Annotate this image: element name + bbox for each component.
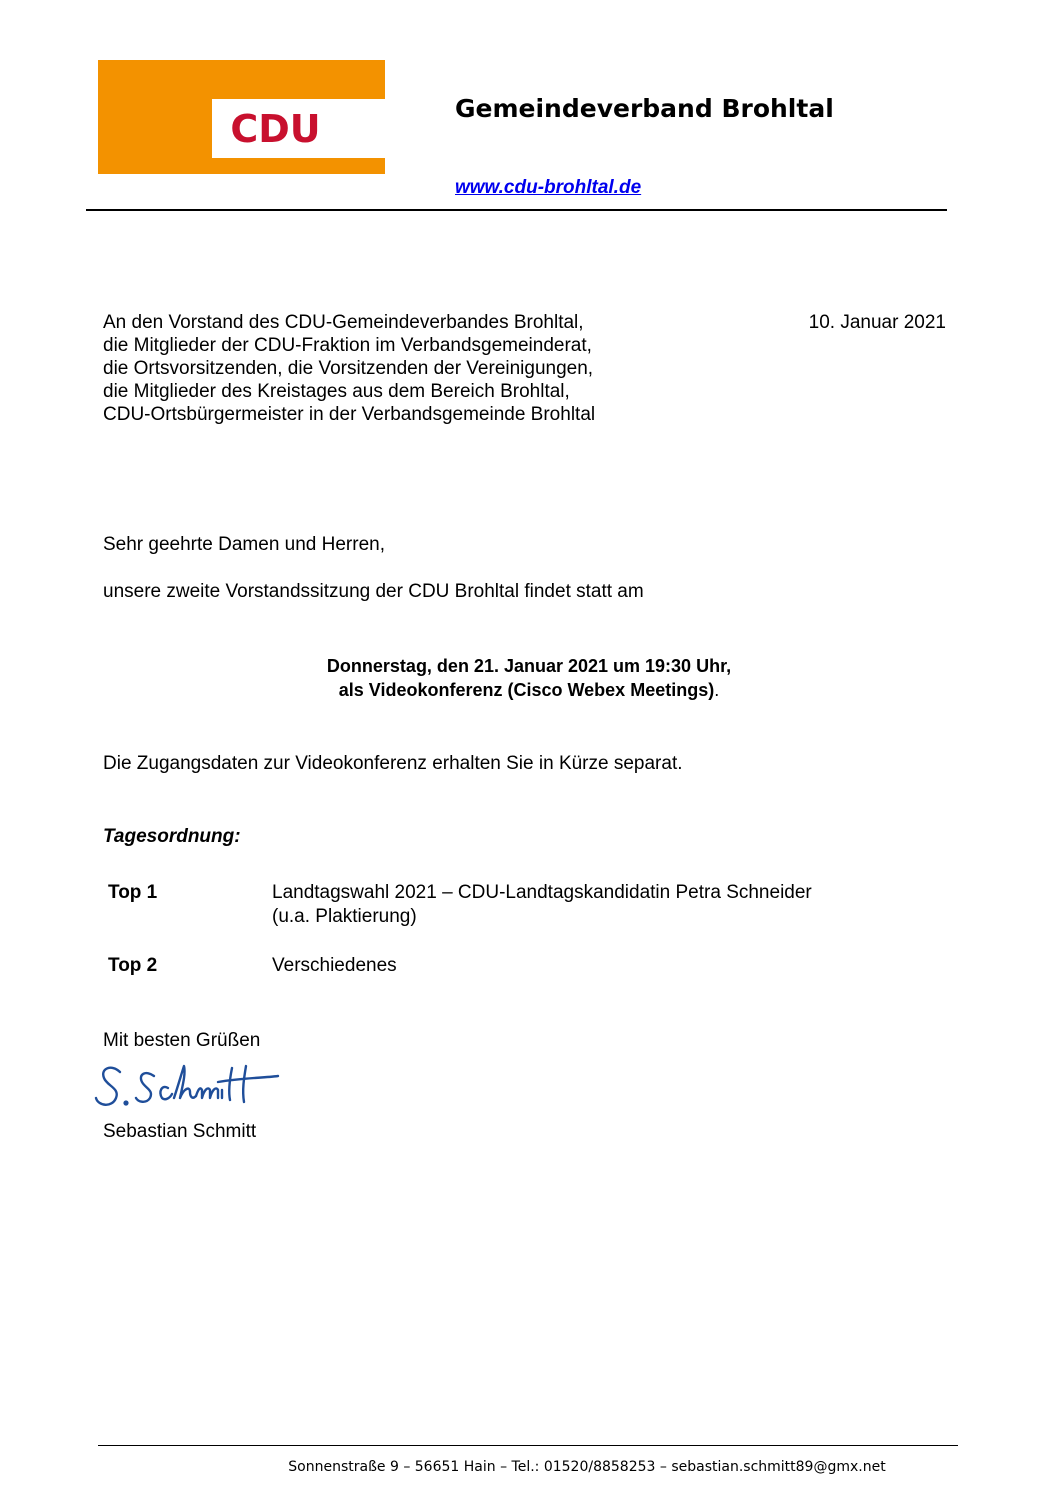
agenda-item-text: Verschiedenes (272, 955, 397, 976)
access-note: Die Zugangsdaten zur Videokonferenz erhalten Sie in Kürze separat. (103, 753, 683, 774)
recipient-line: CDU-Ortsbürgermeister in der Verbandsgemeinde Brohltal (103, 404, 596, 425)
meeting-format-line (0, 678, 1058, 702)
footer-divider (98, 1445, 958, 1446)
agenda-item-text-line: (u.a. Plaktierung) (272, 906, 417, 927)
agenda-item-text-line: Landtagswahl 2021 – CDU-Landtagskandidatin Petra Schneider (272, 882, 812, 903)
intro-text: unsere zweite Vorstandssitzung der CDU Brohltal findet statt am (103, 581, 644, 602)
cdu-logo: CDU (230, 106, 321, 151)
agenda-item-text (272, 881, 812, 929)
handwritten-signature (92, 1060, 282, 1115)
footer-text: Sonnenstraße 9 – 56651 Hain – Tel.: 01520/8858253 – sebastian.schmitt89@gmx.net (288, 1459, 886, 1475)
recipient-line: An den Vorstand des CDU-Gemeindeverbandes Brohltal, (103, 312, 584, 333)
agenda-item-label: Top 1 (108, 882, 158, 903)
org-name: Gemeindeverband Brohltal (455, 94, 834, 123)
meeting-details (0, 654, 1058, 702)
header-divider (86, 209, 947, 211)
signer-name: Sebastian Schmitt (103, 1121, 257, 1142)
agenda-heading: Tagesordnung: (103, 826, 241, 847)
meeting-date-line: Donnerstag, den 21. Januar 2021 um 19:30 Uhr, (326, 656, 732, 676)
meeting-format: als Videokonferenz (Cisco Webex Meetings) (338, 680, 715, 700)
salutation: Sehr geehrte Damen und Herren, (103, 534, 385, 555)
website-link[interactable]: www.cdu-brohltal.de (455, 177, 642, 198)
closing: Mit besten Grüßen (103, 1030, 261, 1051)
recipient-line: die Ortsvorsitzenden, die Vorsitzenden der Vereinigungen, (103, 358, 594, 379)
recipient-line: die Mitglieder des Kreistages aus dem Bereich Brohltal, (103, 381, 570, 402)
letter-date: 10. Januar 2021 (808, 312, 946, 333)
recipient-line: die Mitglieder der CDU-Fraktion im Verbandsgemeinderat, (103, 335, 592, 356)
recipient-block (103, 311, 595, 426)
footer-contact (0, 1459, 1058, 1475)
meeting-format-end: . (714, 680, 720, 700)
agenda-item-label: Top 2 (108, 955, 158, 976)
